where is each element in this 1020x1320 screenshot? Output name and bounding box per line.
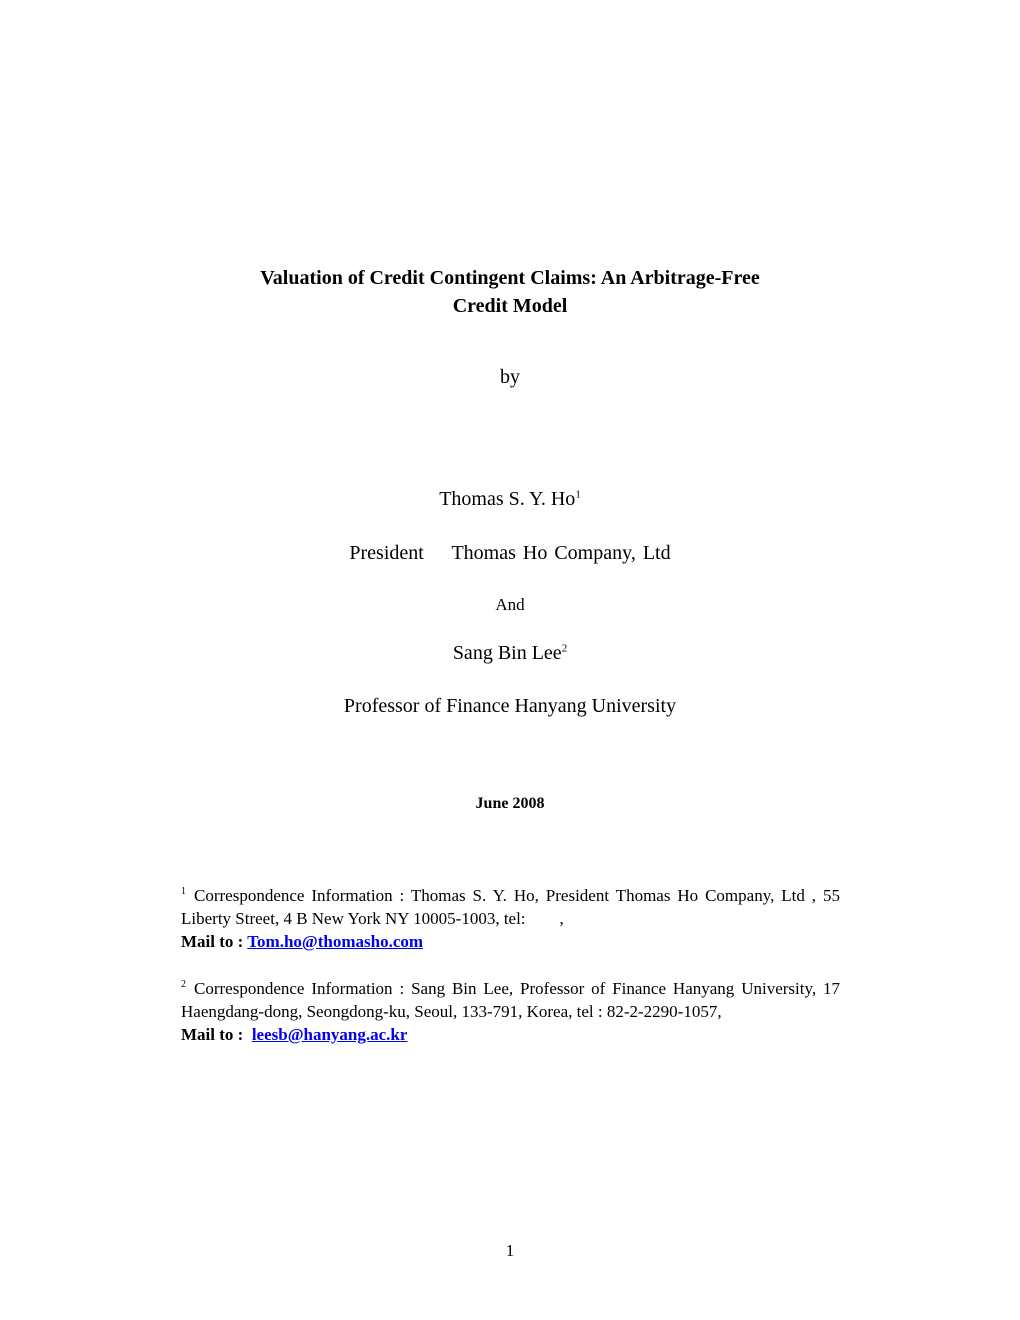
page-number: 1 <box>505 1241 515 1260</box>
footnote-1-text <box>181 884 845 930</box>
footnote-2-mail-label: Mail to : <box>181 1025 252 1044</box>
by-label: by <box>500 366 520 388</box>
author-2-name: Sang Bin Lee <box>452 642 562 664</box>
author-1-name: Thomas S. Y. Ho <box>439 488 576 510</box>
author-1-affiliation: President Thomas Ho Company, Ltd <box>349 542 671 564</box>
and-label: And <box>495 595 525 614</box>
footnote-2-text <box>181 977 840 1023</box>
author-2-affiliation: Professor of Finance Hanyang University <box>343 695 677 717</box>
footnote-2-mail-line <box>181 1023 840 1046</box>
paper-title-line-1: Valuation of Credit Contingent Claims: An Arbitrage-Free <box>260 267 760 289</box>
paper-title <box>0 264 1020 320</box>
publication-date: June 2008 <box>475 795 545 812</box>
footnote-1-mail-line <box>181 930 840 953</box>
footnote-1-mail-label: Mail to : <box>181 932 248 951</box>
author-2-footnote-mark: 2 <box>561 642 568 655</box>
author-1 <box>0 488 1020 511</box>
footnote-1-body: Correspondence Information : Thomas S. Y. Ho, President Thomas Ho Company, Ltd , 55 Liberty Street, 4 B New York NY 10005-1003, tel: , <box>181 886 845 928</box>
footnote-1-email-link[interactable]: Tom.ho@thomasho.com <box>247 932 424 951</box>
author-1-footnote-mark: 1 <box>575 488 581 501</box>
footnote-2-body: Correspondence Information : Sang Bin Lee, Professor of Finance Hanyang University, 17 Haengdang-dong, Seongdong-ku, Seoul, 133-791, Korea, tel : 82-2-2290-1057, <box>181 979 840 1021</box>
footnote-2-email-link[interactable]: leesb@hanyang.ac.kr <box>251 1025 408 1044</box>
footnote-2 <box>181 977 840 1046</box>
author-2 <box>0 642 1020 665</box>
paper-title-line-2: Credit Model <box>452 295 568 317</box>
footnote-1-mark: 1 <box>181 886 186 898</box>
footnote-1 <box>181 884 845 953</box>
footnote-2-mark: 2 <box>181 979 186 991</box>
